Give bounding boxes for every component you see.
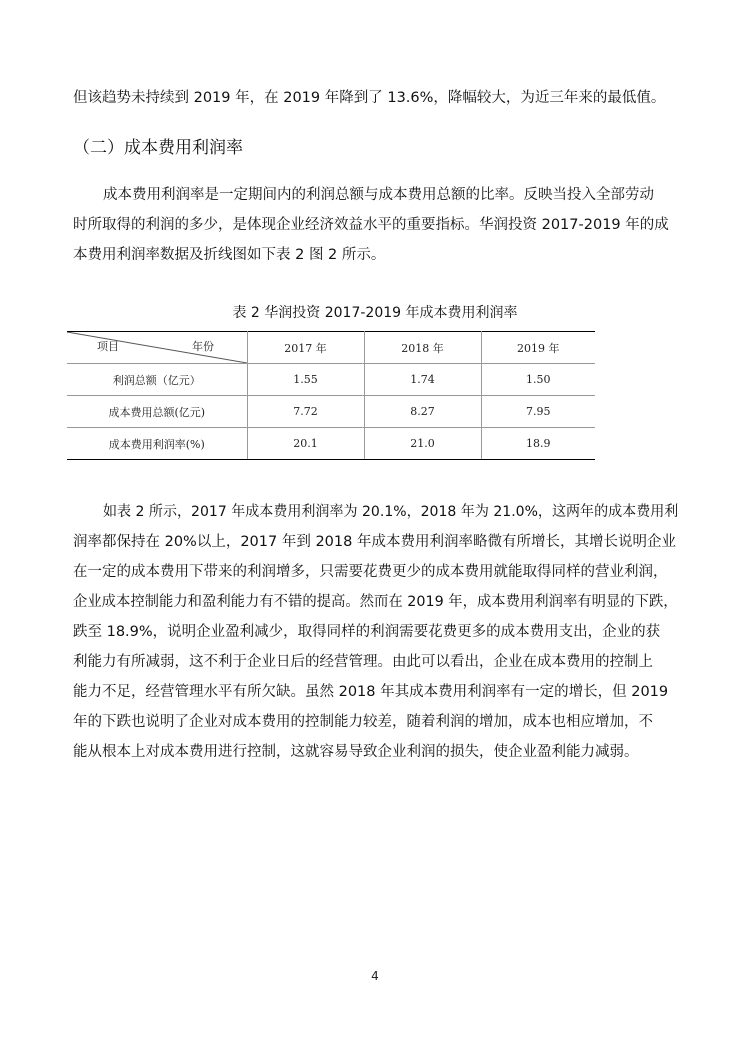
table-caption: 表 2 华润投资 2017-2019 年成本费用利润率: [232, 305, 518, 321]
paragraph-line: 成本费用利润率是一定期间内的利润总额与成本费用总额的比率。反映当投入全部劳动: [103, 187, 654, 203]
table-header-row: [67, 332, 595, 364]
paragraph-line: 润率都保持在 20%以上，2017 年到 2018 年成本费用利润率略微有所增长，其增长说明企业: [73, 534, 676, 550]
data-table: [67, 331, 595, 460]
paragraph-line: 利能力有所减弱，这不利于企业日后的经营管理。由此可以看出，企业在成本费用的控制上: [73, 654, 653, 670]
row-label: 利润总额（亿元）: [67, 364, 247, 396]
page-number: 4: [371, 969, 379, 983]
paragraph-line: 本费用利润率数据及折线图如下表 2 图 2 所示。: [73, 247, 386, 263]
row-label: 成本费用利润率(%): [67, 428, 247, 460]
paragraph-line: 年的下跌也说明了企业对成本费用的控制能力较差，随着利润的增加，成本也相应增加，不: [73, 714, 653, 730]
year-header: 2017 年: [247, 332, 364, 364]
diagonal-divider: [67, 332, 247, 363]
table-cell: 18.9: [481, 428, 595, 460]
table-row: [67, 364, 595, 396]
year-header: 2018 年: [364, 332, 481, 364]
intro-line: 但该趋势未持续到 2019 年，在 2019 年降到了 13.6%，降幅较大，为近三年来的最低值。: [73, 90, 666, 106]
table-cell: 1.74: [364, 364, 481, 396]
paragraph-line: 能从根本上对成本费用进行控制，这就容易导致企业利润的损失，使企业盈利能力减弱。: [73, 744, 639, 760]
table-cell: 7.72: [247, 396, 364, 428]
table-cell: 7.95: [481, 396, 595, 428]
table-row: [67, 428, 595, 460]
table-cell: 1.55: [247, 364, 364, 396]
paragraph-line: 能力不足，经营管理水平有所欠缺。虽然 2018 年其成本费用利润率有一定的增长，但 2019: [73, 684, 669, 700]
paragraph-line: 在一定的成本费用下带来的利润增多，只需要花费更少的成本费用就能取得同样的营业利润，: [73, 564, 668, 580]
column-axis-label: 年份: [192, 340, 214, 353]
row-axis-label: 项目: [97, 340, 119, 353]
year-header: 2019 年: [481, 332, 595, 364]
table-cell: 8.27: [364, 396, 481, 428]
table-cell: 21.0: [364, 428, 481, 460]
row-label: 成本费用总额(亿元): [67, 396, 247, 428]
corner-header-cell: [67, 332, 247, 364]
paragraph-line: 跌至 18.9%，说明企业盈利减少，取得同样的利润需要花费更多的成本费用支出，企业的获: [73, 624, 661, 640]
section-heading: （二）成本费用利润率: [73, 138, 243, 158]
paragraph-line: 时所取得的利润的多少，是体现企业经济效益水平的重要指标。华润投资 2017-2019 年的成: [73, 217, 669, 233]
table-row: [67, 396, 595, 428]
paragraph-line: 企业成本控制能力和盈利能力有不错的提高。然而在 2019 年，成本费用利润率有明显的下跌，: [73, 594, 678, 610]
paragraph-line: 如表 2 所示，2017 年成本费用利润率为 20.1%，2018 年为 21.0%，这两年的成本费用利: [103, 504, 679, 520]
table-cell: 1.50: [481, 364, 595, 396]
table-cell: 20.1: [247, 428, 364, 460]
